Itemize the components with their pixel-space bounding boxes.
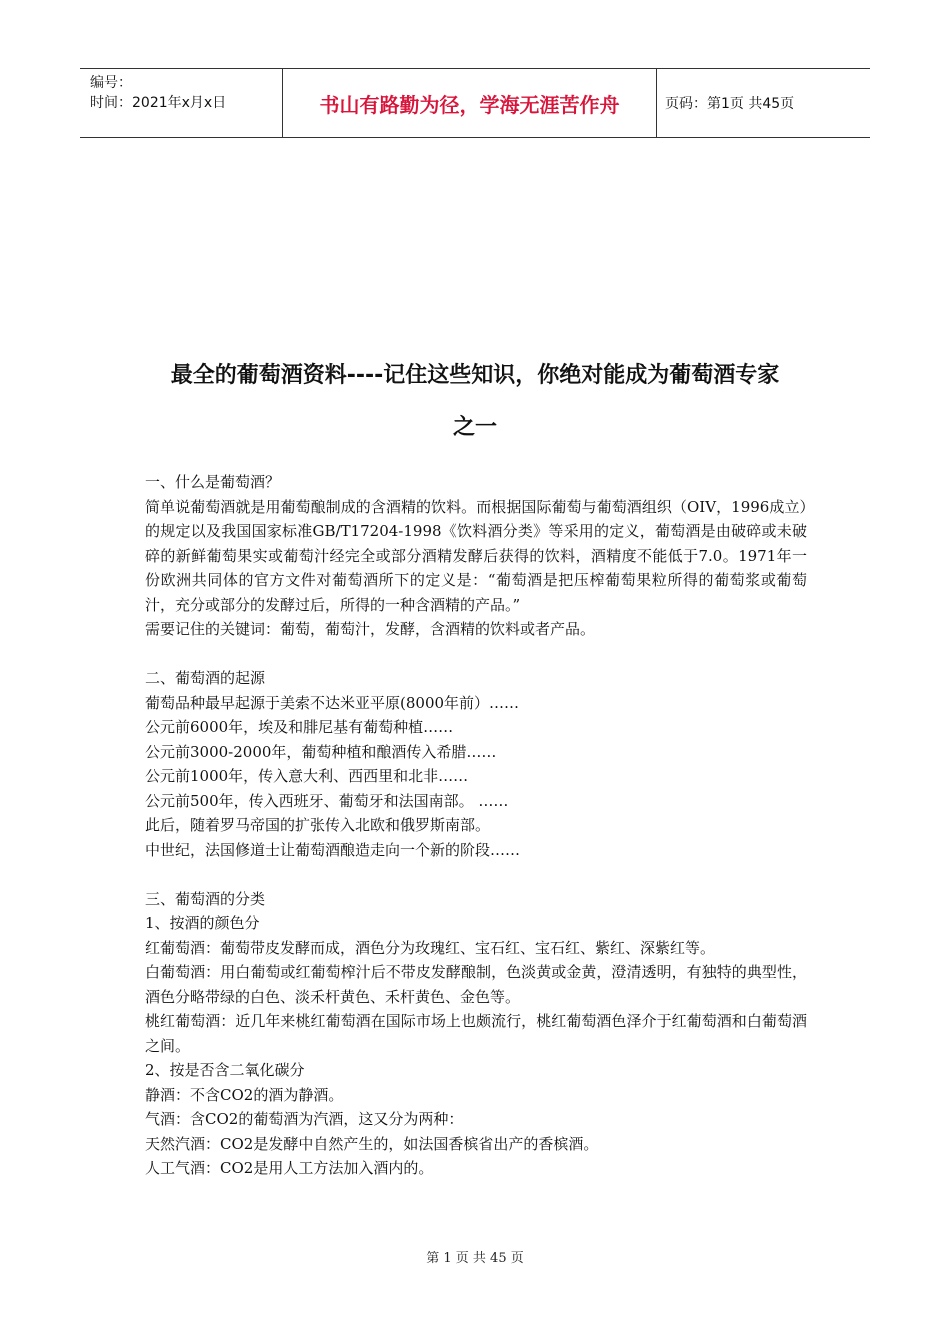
spacer <box>145 862 807 887</box>
paragraph: 人工气酒：CO2是用人工方法加入酒内的。 <box>145 1159 434 1177</box>
paragraph: 静酒：不含CO2的酒为静酒。 <box>145 1085 344 1104</box>
paragraph: 公元前1000年，传入意大利、西西里和北非…… <box>145 767 469 785</box>
paragraph: 桃红葡萄酒：近几年来桃红葡萄酒在国际市场上也颇流行，桃红葡萄酒色泽介于红葡萄酒和白葡萄酒之间。 <box>145 1012 807 1055</box>
page-footer: 第 1 页 共 45 页 <box>426 1251 524 1266</box>
subheading: 2、按是否含二氧化碳分 <box>145 1061 305 1079</box>
subheading: 1、按酒的颜色分 <box>145 914 260 932</box>
paragraph: 公元前3000-2000年，葡萄种植和酿酒传入希腊…… <box>145 742 497 761</box>
section-heading: 一、什么是葡萄酒？ <box>145 473 281 491</box>
paragraph: 气酒：含CO2的葡萄酒为汽酒，这又分为两种： <box>145 1110 464 1128</box>
document-title-line2: 之一 <box>452 415 497 440</box>
section-heading: 二、葡萄酒的起源 <box>145 669 266 687</box>
paragraph: 红葡萄酒：葡萄带皮发酵而成，酒色分为玫瑰红、宝石红、宝石红、紫红、深紫红等。 <box>145 938 716 957</box>
paragraph: 葡萄品种最早起源于美索不达米亚平原(8000年前）…… <box>145 693 520 712</box>
paragraph: 公元前500年，传入西班牙、葡萄牙和法国南部。 …… <box>145 791 509 810</box>
document-body <box>145 470 807 1181</box>
header-motto: 书山有路勤为径，学海无涯苦作舟 <box>282 69 657 137</box>
number-label: 编号： <box>90 75 132 91</box>
paragraph: 天然汽酒：CO2是发酵中自然产生的，如法国香槟省出产的香槟酒。 <box>145 1134 599 1153</box>
paragraph: 需要记住的关键词：葡萄，葡萄汁，发酵，含酒精的饮料或者产品。 <box>145 620 596 638</box>
spacer <box>145 642 807 667</box>
header-page-info: 页码：第1页 共45页 <box>665 96 795 112</box>
paragraph: 简单说葡萄酒就是用葡萄酿制成的含酒精的饮料。而根据国际葡萄与葡萄酒组织（OIV，1996成立）的规定以及我国国家标准GB/T17204-1998《饮料酒分类》等采用的定义，葡萄酒是由破碎或未破碎的新鲜葡萄果实或葡萄汁经完全或部分酒精发酵后获得的饮料，酒精度不能低于7.0。1971年一份欧洲共同体的官方文件对葡萄酒所下的定义是：“葡萄酒是把压榨葡萄果粒所得的葡萄浆或葡萄汁，充分或部分的发酵过后，所得的一种含酒精的产品。” <box>145 497 807 614</box>
paragraph: 白葡萄酒：用白葡萄或红葡萄榨汁后不带皮发酵酿制，色淡黄或金黄，澄清透明，有独特的典型性，酒色分略带绿的白色、淡禾杆黄色、禾杆黄色、金色等。 <box>145 963 807 1006</box>
document-title-line1: 最全的葡萄酒资料----记住这些知识，你绝对能成为葡萄酒专家 <box>170 363 780 388</box>
header-meta <box>80 69 282 137</box>
paragraph: 公元前6000年，埃及和腓尼基有葡萄种植…… <box>145 718 454 736</box>
page-header <box>80 68 870 138</box>
paragraph: 此后，随着罗马帝国的扩张传入北欧和俄罗斯南部。 <box>145 816 491 834</box>
section-heading: 三、葡萄酒的分类 <box>145 889 266 908</box>
time-label: 时间：2021年x月x日 <box>90 95 227 111</box>
paragraph: 中世纪，法国修道士让葡萄酒酿造走向一个新的阶段…… <box>145 840 521 859</box>
